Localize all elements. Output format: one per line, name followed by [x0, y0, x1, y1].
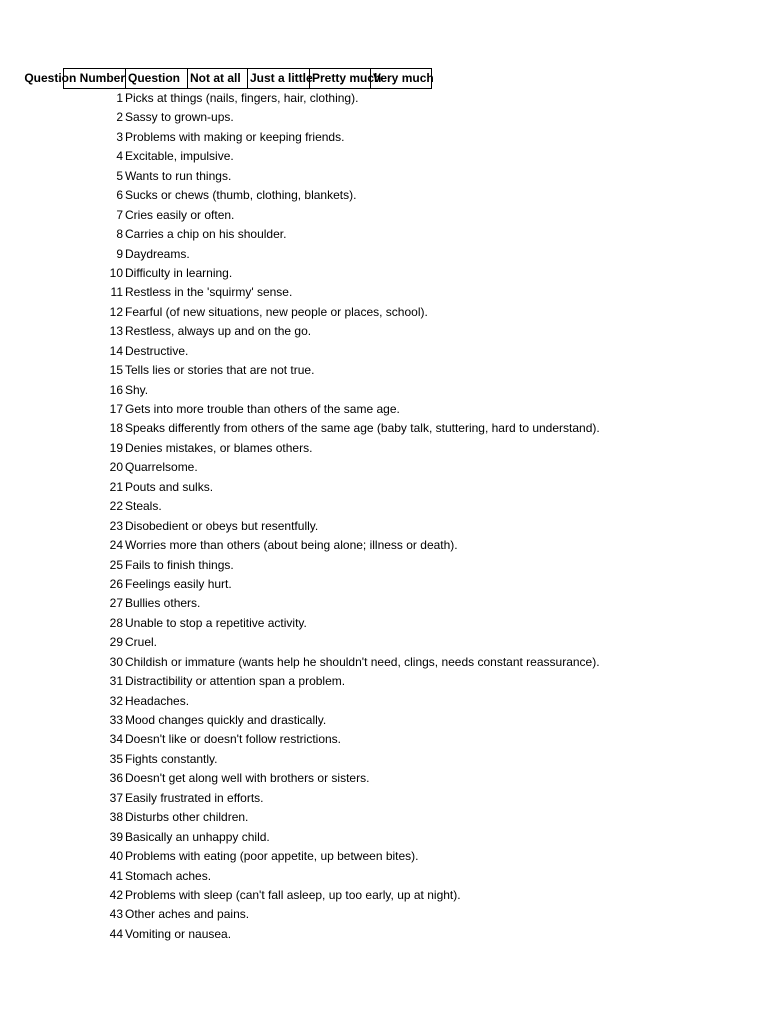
question-number-cell[interactable]: 18 [109, 421, 123, 436]
question-number-cell[interactable]: 32 [109, 693, 123, 708]
table-row [0, 750, 768, 769]
table-row [0, 225, 768, 244]
header-row [24, 68, 434, 89]
table-row [0, 536, 768, 555]
question-number-cell[interactable]: 41 [109, 868, 123, 883]
table-row [0, 789, 768, 808]
question-text-cell[interactable]: Fights constantly. [125, 751, 218, 766]
question-text-cell[interactable]: Steals. [125, 499, 162, 514]
question-number-cell[interactable]: 27 [109, 596, 123, 611]
question-number-cell[interactable]: 26 [109, 576, 123, 591]
question-number-cell[interactable]: 6 [116, 188, 123, 203]
table-row [0, 206, 768, 225]
question-number-cell[interactable]: 40 [109, 849, 123, 864]
question-text-cell[interactable]: Stomach aches. [125, 868, 212, 883]
question-number-cell[interactable]: 44 [109, 926, 123, 941]
question-number-cell[interactable]: 9 [116, 246, 123, 261]
question-text-cell[interactable]: Tells lies or stories that are not true. [125, 363, 315, 378]
question-text-cell[interactable]: Headaches. [125, 693, 190, 708]
question-text-cell[interactable]: Easily frustrated in efforts. [125, 790, 264, 805]
question-number-cell[interactable]: 28 [109, 615, 123, 630]
question-text-cell[interactable]: Restless, always up and on the go. [125, 324, 312, 339]
question-text-cell[interactable]: Destructive. [125, 343, 189, 358]
question-number-cell[interactable]: 14 [109, 343, 123, 358]
question-number-cell[interactable]: 5 [116, 168, 123, 183]
question-number-cell[interactable]: 4 [116, 149, 123, 164]
table-row [0, 89, 768, 108]
table-row [0, 147, 768, 166]
header-label: Very much [373, 71, 434, 85]
question-number-cell[interactable]: 24 [109, 538, 123, 553]
question-number-cell[interactable]: 43 [109, 907, 123, 922]
header-label: Question [128, 71, 181, 85]
question-text-cell[interactable]: Cruel. [125, 635, 158, 650]
table-row [0, 556, 768, 575]
table-row [0, 653, 768, 672]
question-number-cell[interactable]: 11 [110, 285, 123, 300]
question-number-cell[interactable]: 29 [109, 635, 123, 650]
table-row [0, 108, 768, 127]
question-text-cell[interactable]: Problems with sleep (can't fall asleep, up too early, up at night). [125, 887, 461, 902]
table-row [0, 419, 768, 438]
table-row [0, 886, 768, 905]
question-text-cell[interactable]: Worries more than others (about being alone; illness or death). [125, 538, 458, 553]
question-text-cell[interactable]: Restless in the 'squirmy' sense. [125, 285, 293, 300]
question-number-cell[interactable]: 13 [109, 324, 123, 339]
question-number-cell[interactable]: 7 [116, 207, 123, 222]
question-number-cell[interactable]: 19 [109, 440, 123, 455]
header-label: Question Number [24, 71, 125, 85]
question-number-cell[interactable]: 2 [116, 110, 123, 125]
table-row [0, 478, 768, 497]
question-text-cell[interactable]: Gets into more trouble than others of the same age. [125, 402, 400, 416]
question-text-cell[interactable]: Childish or immature (wants help he shouldn't need, clings, needs constant reassurance). [125, 654, 600, 669]
table-row [0, 575, 768, 594]
header-cell-just-a-little[interactable] [247, 68, 313, 89]
header-label: Pretty much [312, 71, 382, 85]
table-row [0, 264, 768, 283]
question-number-cell[interactable]: 22 [109, 499, 123, 514]
table-row [0, 847, 768, 866]
header-label: Not at all [190, 71, 241, 85]
table-row [0, 614, 768, 633]
question-text-cell[interactable]: Fearful (of new situations, new people or places, school). [125, 304, 428, 319]
question-text-cell[interactable]: Speaks differently from others of the same age (baby talk, stuttering, hard to understand). [125, 421, 600, 436]
question-number-cell[interactable]: 30 [109, 654, 123, 669]
table-row [0, 925, 768, 944]
table-row [0, 322, 768, 341]
table-row [0, 692, 768, 711]
question-number-cell[interactable]: 42 [109, 887, 123, 902]
question-number-cell[interactable]: 33 [109, 713, 123, 727]
question-text-cell[interactable]: Other aches and pains. [125, 907, 250, 922]
question-text-cell[interactable]: Picks at things (nails, fingers, hair, clothing). [125, 91, 359, 105]
table-row [0, 167, 768, 186]
question-text-cell[interactable]: Quarrelsome. [125, 460, 198, 475]
question-number-cell[interactable]: 31 [109, 674, 123, 689]
question-text-cell[interactable]: Basically an unhappy child. [125, 829, 270, 844]
question-number-cell[interactable]: 23 [109, 518, 123, 533]
question-text-cell[interactable]: Sassy to grown-ups. [125, 110, 234, 125]
table-row [0, 867, 768, 886]
question-text-cell[interactable]: Fails to finish things. [125, 557, 234, 572]
table-row [0, 283, 768, 302]
question-rows [0, 89, 768, 944]
table-row [0, 245, 768, 264]
question-number-cell[interactable]: 25 [109, 557, 123, 572]
question-text-cell[interactable]: Disobedient or obeys but resentfully. [125, 518, 319, 533]
question-number-cell[interactable]: 37 [109, 790, 123, 805]
question-text-cell[interactable]: Shy. [125, 382, 149, 397]
question-number-cell[interactable]: 39 [109, 829, 123, 844]
question-text-cell[interactable]: Feelings easily hurt. [125, 576, 232, 591]
header-cell-question[interactable] [125, 68, 188, 89]
question-number-cell[interactable]: 12 [109, 304, 123, 319]
table-row [0, 458, 768, 477]
question-number-cell[interactable]: 15 [109, 363, 123, 378]
question-text-cell[interactable]: Disturbs other children. [125, 810, 249, 825]
table-row [0, 128, 768, 147]
table-row [0, 400, 768, 419]
table-row [0, 303, 768, 322]
table-row [0, 730, 768, 749]
table-row [0, 186, 768, 205]
table-row [0, 439, 768, 458]
question-text-cell[interactable]: Denies mistakes, or blames others. [125, 440, 313, 455]
question-text-cell[interactable]: Excitable, impulsive. [125, 149, 234, 164]
question-text-cell[interactable]: Wants to run things. [125, 168, 232, 183]
question-number-cell[interactable]: 35 [109, 751, 123, 766]
table-row [0, 769, 768, 788]
table-row [0, 361, 768, 380]
question-number-cell[interactable]: 36 [109, 771, 123, 786]
table-row [0, 497, 768, 516]
question-text-cell[interactable]: Carries a chip on his shoulder. [125, 227, 287, 242]
question-number-cell[interactable]: 21 [109, 479, 123, 494]
table-row [0, 594, 768, 613]
table-row [0, 342, 768, 361]
question-number-cell[interactable]: 8 [116, 227, 123, 242]
question-number-cell[interactable]: 16 [109, 382, 123, 397]
question-text-cell[interactable]: Doesn't get along well with brothers or sisters. [125, 771, 370, 786]
question-text-cell[interactable]: Problems with eating (poor appetite, up between bites). [125, 849, 419, 864]
question-number-cell[interactable]: 20 [109, 460, 123, 475]
table-row [0, 381, 768, 400]
header-cell-question-number[interactable] [24, 68, 126, 89]
question-text-cell[interactable]: Mood changes quickly and drastically. [125, 713, 327, 727]
table-row [0, 905, 768, 924]
header-cell-very-much[interactable] [370, 68, 432, 89]
question-number-cell[interactable]: 10 [109, 265, 123, 280]
table-row [0, 828, 768, 847]
question-text-cell[interactable]: Difficulty in learning. [125, 265, 233, 280]
table-row [0, 711, 768, 730]
question-text-cell[interactable]: Vomiting or nausea. [125, 926, 232, 941]
question-number-cell[interactable]: 1 [116, 91, 123, 105]
question-text-cell[interactable]: Sucks or chews (thumb, clothing, blankets). [125, 188, 357, 203]
table-row [0, 808, 768, 827]
question-text-cell[interactable]: Doesn't like or doesn't follow restrictions. [125, 732, 342, 747]
question-text-cell[interactable]: Daydreams. [125, 246, 190, 261]
question-text-cell[interactable]: Unable to stop a repetitive activity. [125, 615, 307, 630]
question-number-cell[interactable]: 34 [109, 732, 123, 747]
header-cell-pretty-much[interactable] [309, 68, 382, 89]
question-text-cell[interactable]: Distractibility or attention span a problem. [125, 674, 346, 689]
table-row [0, 672, 768, 691]
question-number-cell[interactable]: 17 [109, 402, 123, 416]
question-number-cell[interactable]: 38 [109, 810, 123, 825]
question-text-cell[interactable]: Problems with making or keeping friends. [125, 129, 345, 144]
header-cell-not-at-all[interactable] [187, 68, 248, 89]
table-row [0, 633, 768, 652]
question-number-cell[interactable]: 3 [116, 129, 123, 144]
question-text-cell[interactable]: Cries easily or often. [125, 207, 235, 222]
header-label: Just a little [250, 71, 313, 85]
question-text-cell[interactable]: Pouts and sulks. [125, 479, 214, 494]
table-row [0, 517, 768, 536]
question-text-cell[interactable]: Bullies others. [125, 596, 201, 611]
